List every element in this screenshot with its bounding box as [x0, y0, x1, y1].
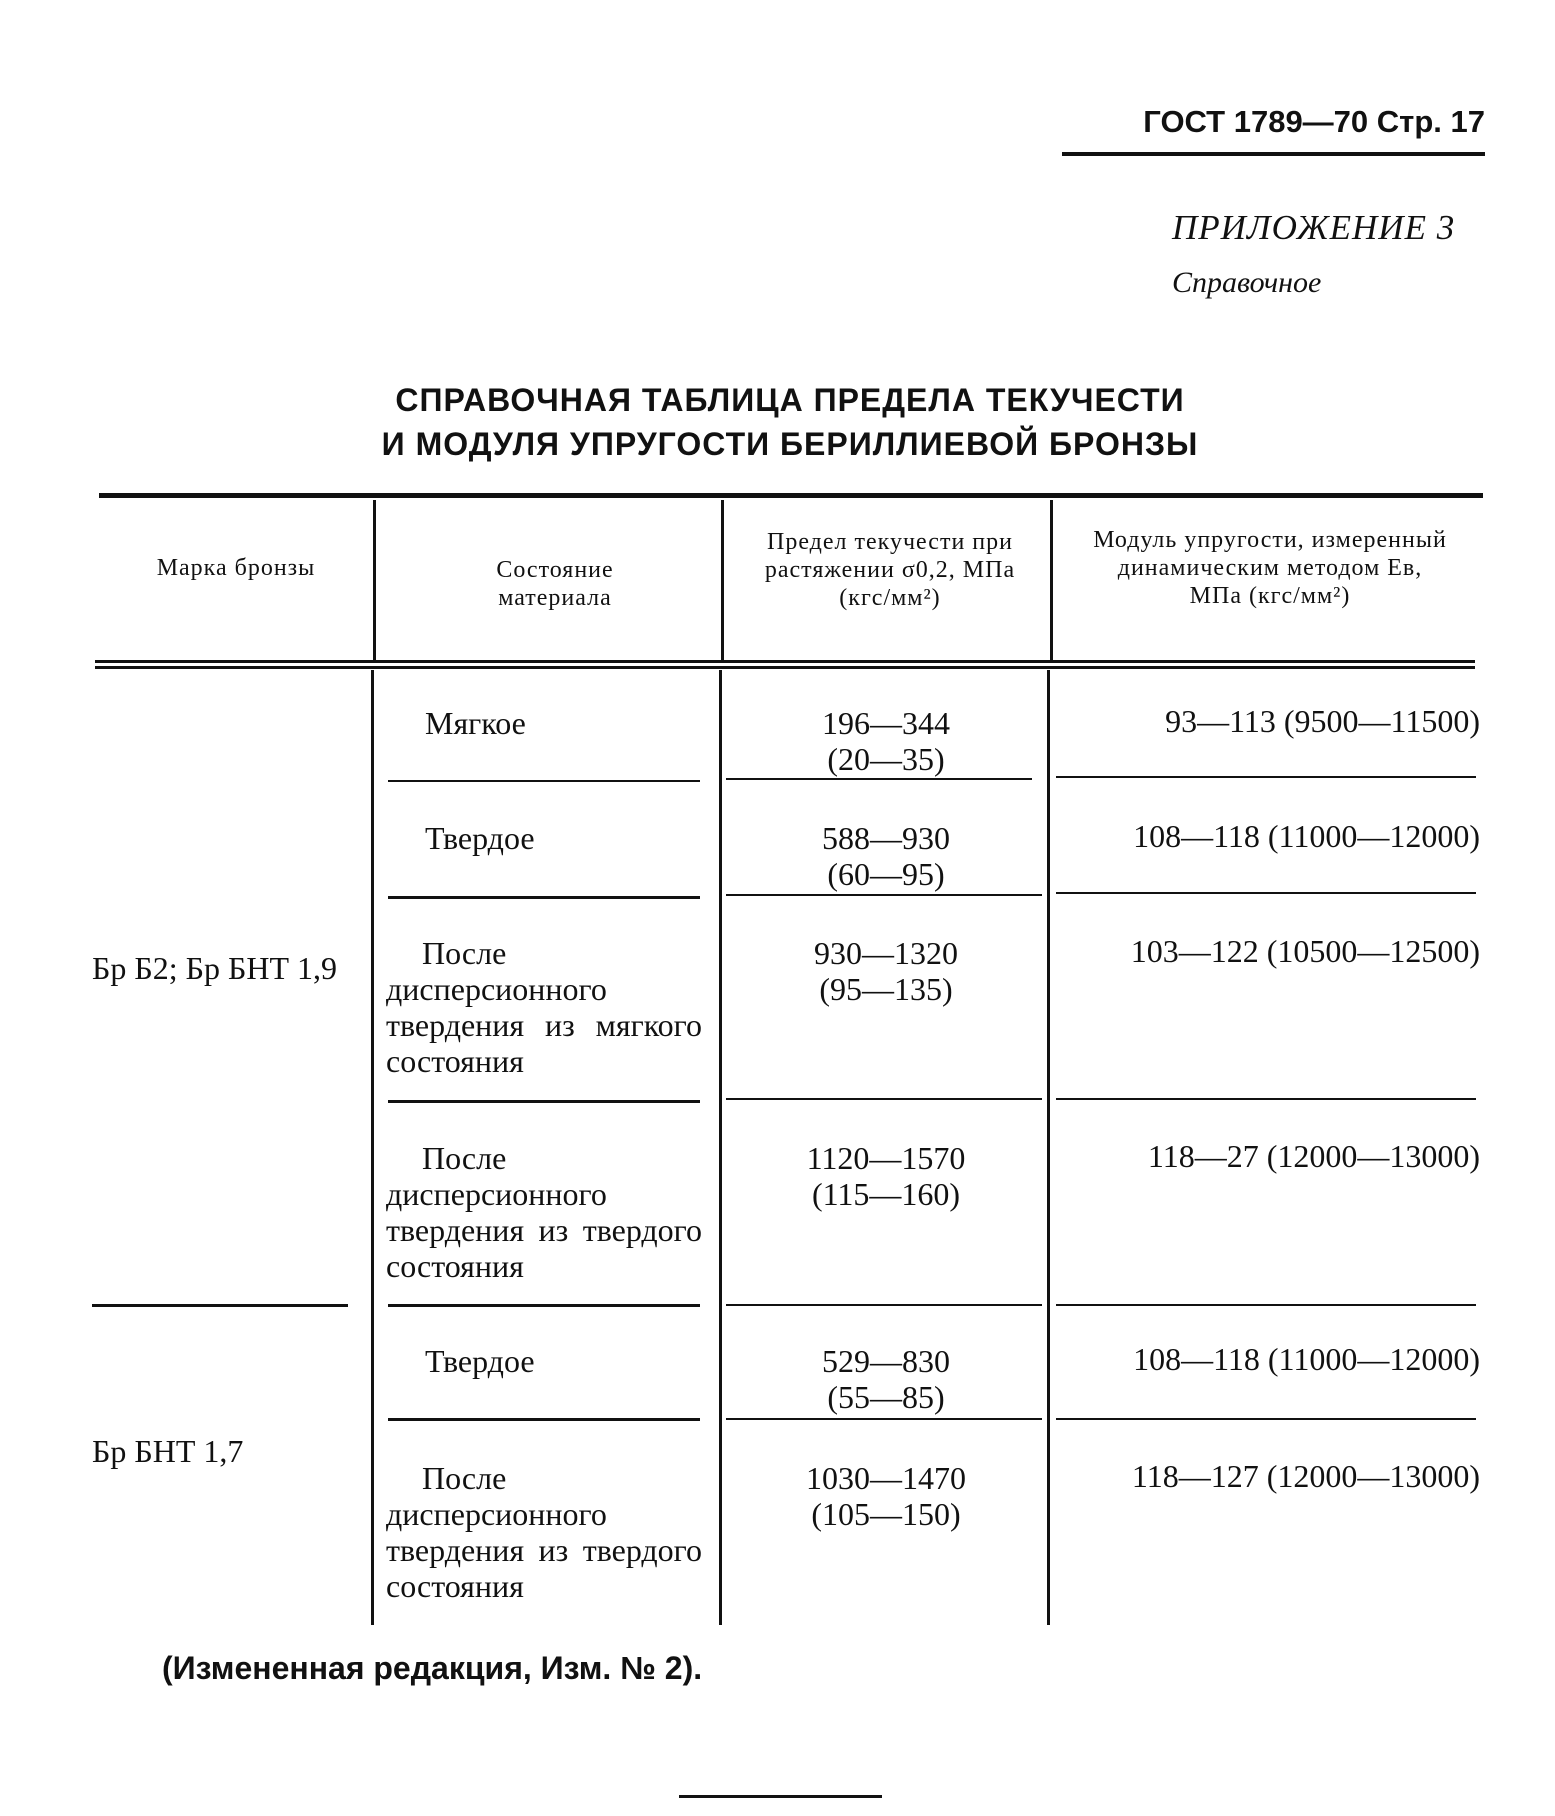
yield-cell: 588—930	[822, 820, 950, 856]
table-top-rule	[99, 493, 1483, 498]
state-cell: Твердое	[425, 1343, 535, 1379]
row-rule	[388, 1418, 700, 1421]
row-rule	[92, 1304, 348, 1307]
modulus-cell: 118—127 (12000—13000)	[1131, 1458, 1480, 1494]
title-line-1: СПРАВОЧНАЯ ТАБЛИЦА ПРЕДЕЛА ТЕКУЧЕСТИ	[395, 382, 1185, 418]
row-rule	[388, 896, 700, 899]
col-divider	[373, 500, 376, 660]
header-rule	[1062, 152, 1485, 156]
document-header: ГОСТ 1789—70 Стр. 17	[1143, 104, 1485, 139]
state-cell: Мягкое	[425, 705, 526, 741]
state-cell: Твердое	[425, 820, 535, 856]
state-cell: После дисперсионного твердения из твердого состояния	[386, 1460, 702, 1604]
row-rule	[726, 894, 1042, 896]
amendment-note: (Измененная редакция, Изм. № 2).	[162, 1650, 703, 1686]
grade-cell: Бр БНТ 1,7	[92, 1433, 244, 1469]
col-divider	[1050, 500, 1053, 660]
row-rule	[726, 1418, 1042, 1420]
col-divider	[371, 670, 374, 1625]
row-rule	[1056, 1304, 1476, 1306]
col-header-grade: Марка бронзы	[156, 555, 316, 581]
state-cell: После дисперсионного твердения из мягкого состояния	[386, 935, 702, 1079]
yield-cell: 1120—1570	[806, 1140, 966, 1176]
col-divider	[721, 500, 724, 660]
row-rule	[388, 1304, 700, 1307]
page-end-rule	[679, 1795, 882, 1798]
row-rule	[726, 1098, 1042, 1100]
yield-cell: 196—344	[822, 705, 950, 741]
modulus-cell: 108—118 (11000—12000)	[1133, 1341, 1480, 1377]
row-rule	[388, 1100, 700, 1103]
yield-kgf-cell: (105—150)	[811, 1496, 961, 1532]
modulus-cell: 93—113 (9500—11500)	[1165, 703, 1480, 739]
col-header-yield: Предел текучести при растяжении σ0,2, МПа (кгс/мм²)	[764, 529, 1016, 611]
row-rule	[1056, 1418, 1476, 1420]
appendix-type: Справочное	[1172, 266, 1322, 299]
modulus-cell: 108—118 (11000—12000)	[1133, 818, 1480, 854]
yield-kgf-cell: (115—160)	[811, 1176, 961, 1212]
row-rule	[726, 1304, 1042, 1306]
yield-cell: 529—830	[822, 1343, 950, 1379]
header-double-rule	[95, 660, 1475, 663]
modulus-cell: 118—27 (12000—13000)	[1147, 1138, 1480, 1174]
row-rule	[726, 778, 1032, 780]
grade-cell: Бр Б2; Бр БНТ 1,9	[92, 950, 338, 986]
yield-cell: 1030—1470	[806, 1460, 966, 1496]
row-rule	[1056, 892, 1476, 894]
appendix-label: ПРИЛОЖЕНИЕ 3	[1172, 208, 1456, 247]
yield-kgf-cell: (20—35)	[827, 741, 945, 777]
yield-kgf-cell: (55—85)	[827, 1379, 945, 1415]
yield-kgf-cell: (95—135)	[819, 971, 953, 1007]
col-header-state: Состояние материала	[496, 557, 614, 611]
row-rule	[1056, 1098, 1476, 1100]
state-cell: После дисперсионного твердения из твердого состояния	[386, 1140, 702, 1284]
row-rule	[388, 780, 700, 782]
row-rule	[1056, 776, 1476, 778]
col-header-modulus: Модуль упругости, измеренный динамическим методом Eв, МПа (кгс/мм²)	[1093, 527, 1447, 609]
yield-cell: 930—1320	[814, 935, 958, 971]
title-line-2: И МОДУЛЯ УПРУГОСТИ БЕРИЛЛИЕВОЙ БРОНЗЫ	[381, 426, 1199, 462]
yield-kgf-cell: (60—95)	[827, 856, 945, 892]
modulus-cell: 103—122 (10500—12500)	[1130, 933, 1480, 969]
header-double-rule	[95, 666, 1475, 669]
